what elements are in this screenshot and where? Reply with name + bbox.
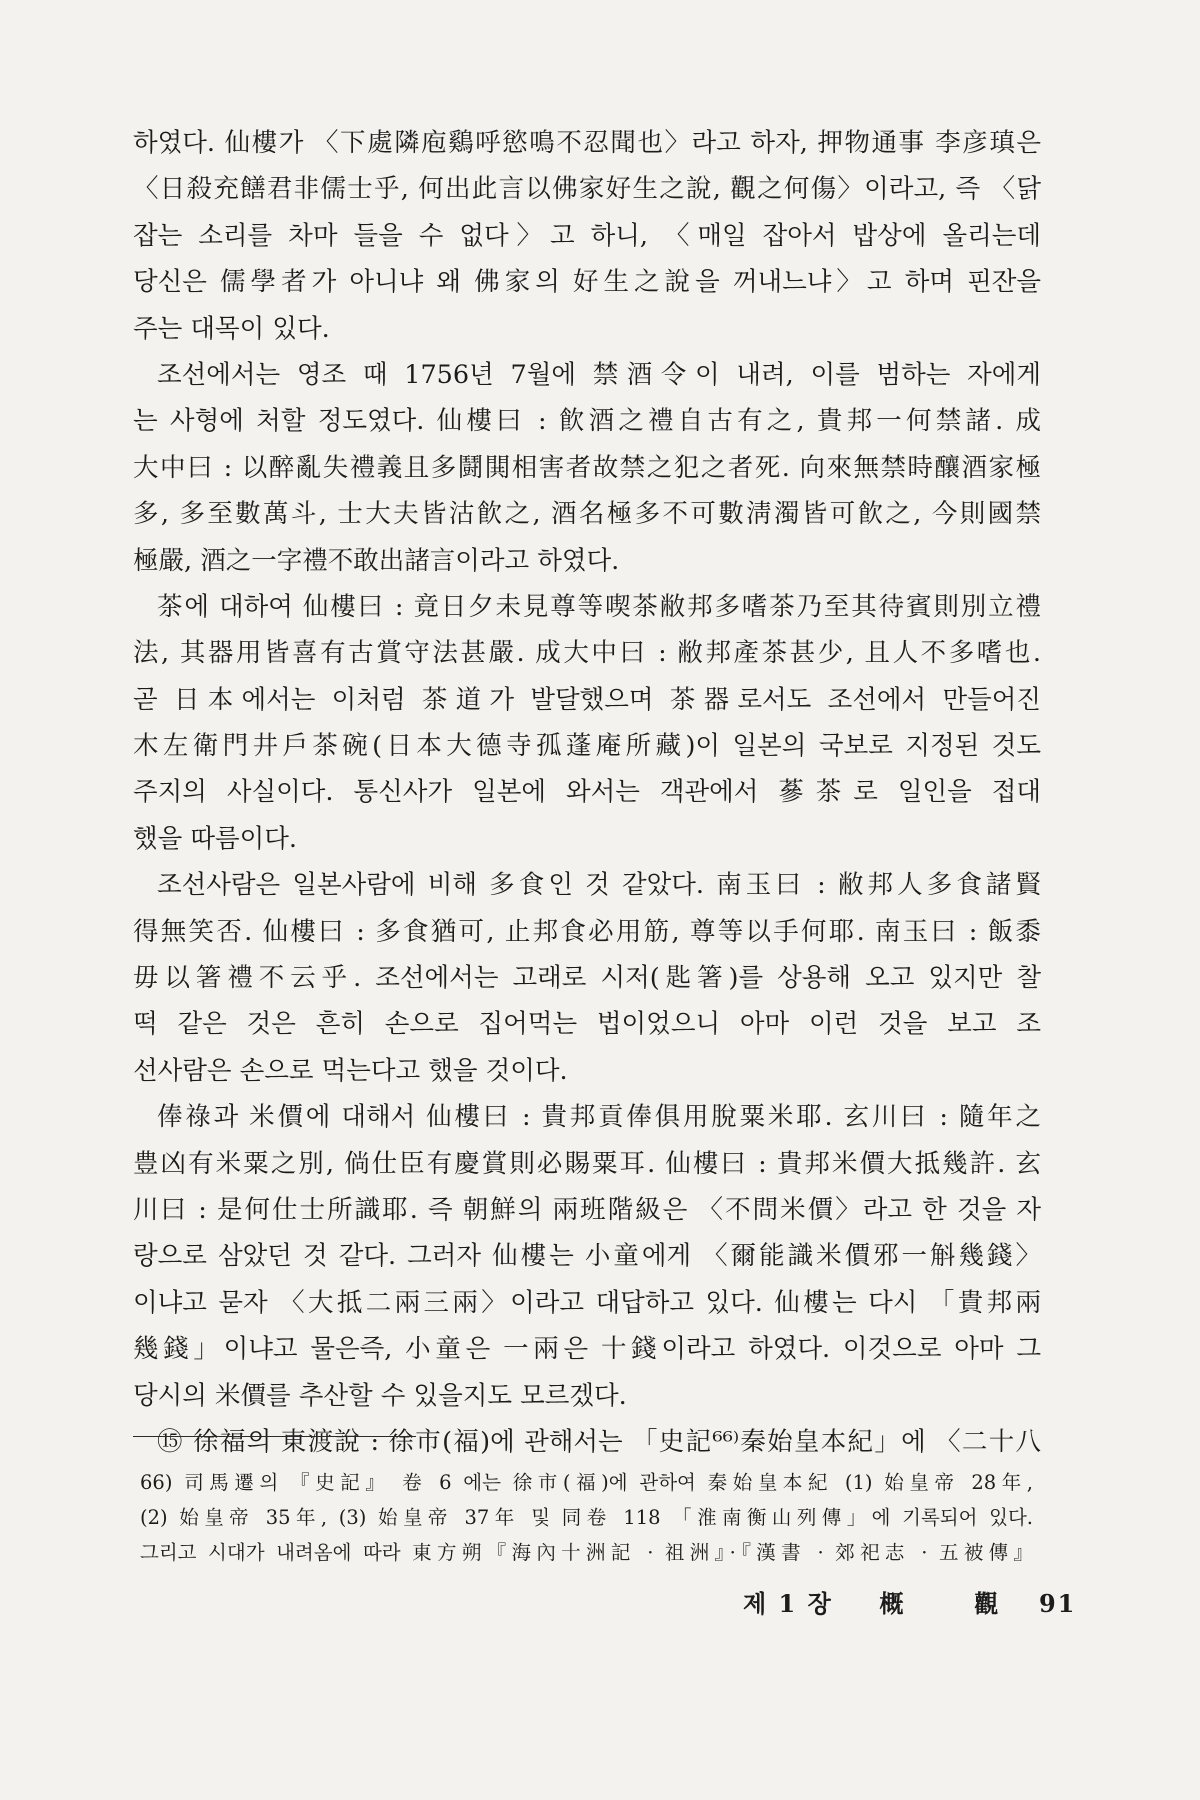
text-line: 떡 같은 것은 흔히 손으로 집어먹는 법이었으니 아마 이런 것을 보고 조 (133, 1009, 1041, 1040)
paragraph-first-line: 조선에서는 영조 때 1756년 7월에 禁酒令이 내려, 이를 범하는 자에게 (157, 359, 1041, 390)
text-line: 幾錢」이냐고 물은즉, 小童은 一兩은 十錢이라고 하였다. 이것으로 아마 그 (133, 1334, 1041, 1365)
text-line: 곧 日本에서는 이처럼 茶道가 발달했으며 茶器로서도 조선에서 만들어진 (133, 684, 1041, 715)
text-line: 선사람은 손으로 먹는다고 했을 것이다. (133, 1055, 568, 1086)
text-line: 당시의 米價를 추산할 수 있을지도 모르겠다. (133, 1380, 627, 1411)
chapter-label: 제 1 장 (743, 1589, 833, 1618)
chapter-title-b: 觀 (974, 1589, 1001, 1618)
footnote-divider (133, 1436, 416, 1437)
text-line: 毋以箸禮不云乎. 조선에서는 고래로 시저(匙箸)를 상용해 오고 있지만 찰 (133, 963, 1041, 994)
text-line: 〈日殺充饍君非儒士乎, 何出此言以佛家好生之說, 觀之何傷〉이라고, 즉 〈닭 (133, 174, 1041, 205)
text-line: 주는 대목이 있다. (133, 313, 330, 344)
text-line: 당신은 儒學者가 아니냐 왜 佛家의 好生之說을 꺼내느냐〉고 하며 핀잔을 (133, 267, 1041, 298)
footnote-line: 66) 司馬遷의 『史記』 卷 6 에는 徐市(福)에 관하여 秦始皇本紀 (1) 始皇帝 28年, (140, 1471, 1033, 1494)
paragraph-first-line: 茶에 대하여 仙樓曰 : 竟日夕未見尊等喫茶敝邦多嗜茶乃至其待賓則別立禮 (157, 591, 1041, 622)
paragraph-first-line: 俸祿과 米價에 대해서 仙樓曰 : 貴邦貢俸俱用脫粟米耶. 玄川曰 : 隨年之 (157, 1102, 1041, 1133)
text-line: 得無笑否. 仙樓曰 : 多食猶可, 止邦食必用筋, 尊等以手何耶. 南玉曰 : 飯黍 (133, 916, 1041, 947)
text-line: 法, 其器用皆喜有古賞守法甚嚴. 成大中曰 : 敝邦產茶甚少, 且人不多嗜也. (133, 638, 1041, 669)
text-line: 川曰 : 是何仕士所識耶. 즉 朝鮮의 兩班階級은 〈不問米價〉라고 한 것을 자 (133, 1194, 1041, 1225)
text-line: 주지의 사실이다. 통신사가 일본에 와서는 객관에서 蔘茶로 일인을 접대 (133, 777, 1041, 808)
text-line: 大中曰 : 以醉亂失禮義且多鬪閧相害者故禁之犯之者死. 向來無禁時釀酒家極 (133, 452, 1041, 483)
paragraph-first-line: ⑮ 徐福의 東渡說 : 徐市(福)에 관해서는 「史記⁶⁶⁾秦始皇本紀」에 〈二十八 (157, 1426, 1041, 1457)
page-number: 91 (1038, 1589, 1077, 1618)
text-line: 極嚴, 酒之一字禮不敢出諸言이라고 하였다. (133, 545, 620, 576)
body-text (133, 120, 1041, 1465)
footnote (140, 1465, 1033, 1570)
text-line: 랑으로 삼았던 것 같다. 그러자 仙樓는 小童에게 〈爾能識米價邪一斛幾錢〉 (133, 1241, 1041, 1272)
text-line: 이냐고 묻자 〈大抵二兩三兩〉이라고 대답하고 있다. 仙樓는 다시 「貴邦兩 (133, 1287, 1041, 1318)
text-line: 하였다. 仙樓가 〈下處隣庖鷄呼慾鳴不忍聞也〉라고 하자, 押物通事 李彦瑱은 (133, 128, 1041, 158)
paragraph-first-line: 조선사람은 일본사람에 비해 多食인 것 같았다. 南玉曰 : 敝邦人多食諸賢 (157, 870, 1041, 901)
chapter-title-a: 概 (879, 1589, 906, 1618)
text-line: 했을 따름이다. (133, 823, 298, 854)
text-line: 木左衛門井戶茶碗(日本大德寺孤蓬庵所藏)이 일본의 국보로 지정된 것도 (133, 731, 1041, 762)
text-line: 多, 多至數萬斗, 士大夫皆沽飮之, 酒名極多不可數淸濁皆可飮之, 今則國禁 (133, 499, 1041, 530)
running-footer (743, 1584, 1076, 1619)
text-line: 豊凶有米粟之別, 倘仕臣有慶賞則必賜粟耳. 仙樓曰 : 貴邦米價大抵幾許. 玄 (133, 1148, 1041, 1179)
text-line: 잡는 소리를 차마 들을 수 없다〉고 하니, 〈매일 잡아서 밥상에 올리는데 (133, 220, 1041, 251)
footnote-line: (2) 始皇帝 35年, (3) 始皇帝 37年 및 同卷 118 「淮南衡山列傳」에 기록되어 있다. (140, 1506, 1033, 1529)
footnote-line: 그리고 시대가 내려옴에 따라 東方朔『海內十洲記 · 祖洲』·『漢書 · 郊祀志 · 五被傳』 (140, 1541, 1033, 1564)
text-line: 는 사형에 처할 정도였다. 仙樓曰 : 飮酒之禮自古有之, 貴邦一何禁諸. 成 (133, 406, 1041, 437)
